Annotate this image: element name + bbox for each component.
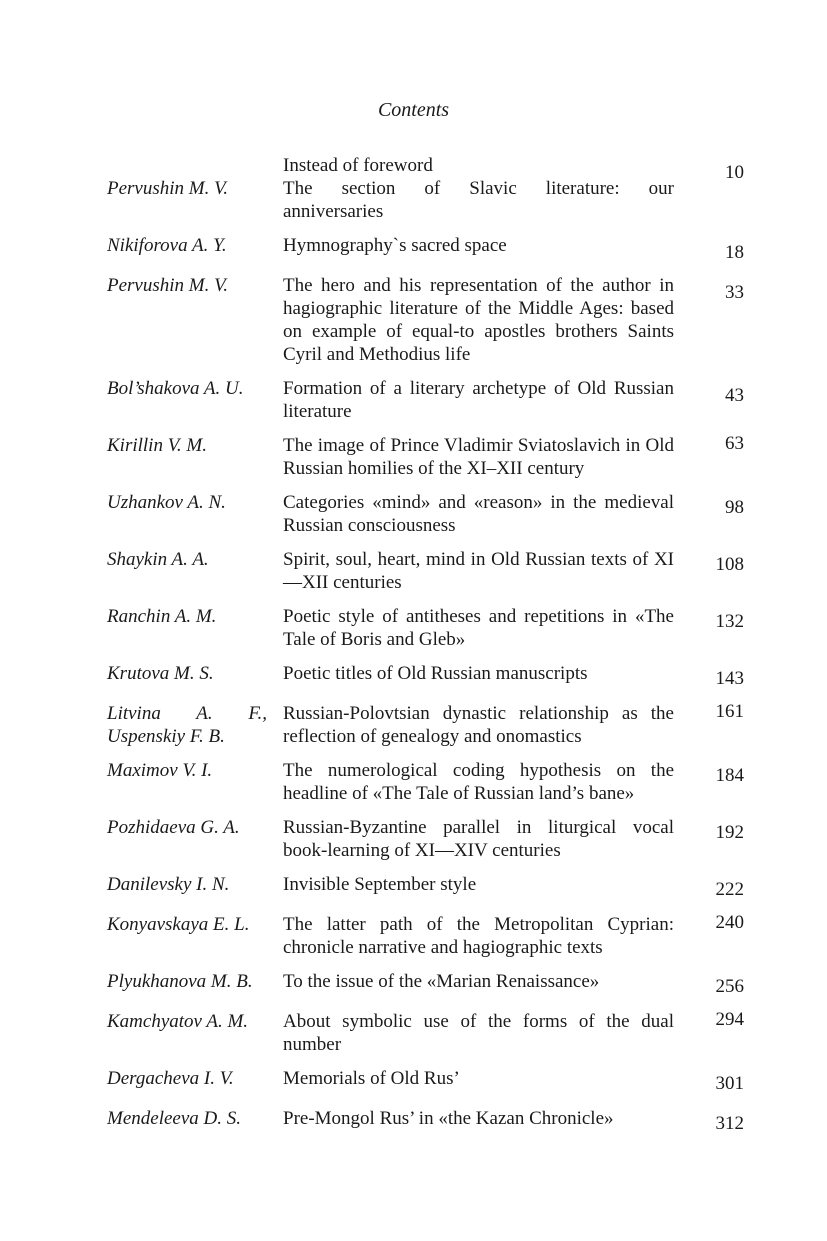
toc-entry xyxy=(107,377,747,423)
toc-title xyxy=(283,154,674,223)
toc-page-number: 301 xyxy=(715,1073,744,1094)
toc-title: Spirit, soul, heart, mind in Old Russian texts of XI—XII centuries xyxy=(283,549,674,593)
toc-author: Dergacheva I. V. xyxy=(107,1068,234,1089)
toc-author-line: Litvina A. F., xyxy=(107,703,267,724)
toc-page-number: 312 xyxy=(715,1113,744,1134)
toc-page-number: 132 xyxy=(715,611,744,632)
toc-author: Pozhidaeva G. A. xyxy=(107,817,240,838)
toc-entry xyxy=(107,662,747,689)
toc-entry xyxy=(107,434,747,480)
toc-page-number: 98 xyxy=(725,497,744,518)
toc-page-number: 240 xyxy=(715,912,744,933)
toc-author: Kirillin V. M. xyxy=(107,435,207,456)
toc-entry xyxy=(107,605,747,651)
toc-entry xyxy=(107,1010,747,1056)
toc-entry xyxy=(107,970,747,997)
toc-entry xyxy=(107,234,747,263)
toc-title-line: Instead of foreword xyxy=(283,155,433,176)
toc-title: The image of Prince Vladimir Sviatoslavich in Old Russian homilies of the XI–XII century xyxy=(283,435,674,479)
toc-title: The hero and his representation of the author in hagiographic literature of the Middle Ages: based on example of equal-to apostles brothers Saints Cyril and Methodius life xyxy=(283,275,674,365)
toc-title: The latter path of the Metropolitan Cyprian: chronicle narrative and hagiographic texts xyxy=(283,914,674,958)
toc-title: To the issue of the «Marian Renaissance» xyxy=(283,971,600,992)
toc-page-number: 18 xyxy=(725,242,744,263)
table-of-contents xyxy=(107,154,747,1147)
toc-author: Bol’shakova A. U. xyxy=(107,378,244,399)
toc-entry xyxy=(107,491,747,537)
toc-entry xyxy=(107,873,747,900)
toc-title: About symbolic use of the forms of the dual number xyxy=(283,1011,674,1055)
toc-page-number: 161 xyxy=(715,701,744,722)
toc-entry xyxy=(107,274,747,366)
toc-author: Maximov V. I. xyxy=(107,760,213,781)
toc-entry xyxy=(107,1067,747,1094)
toc-title: Poetic style of antitheses and repetitions in «The Tale of Boris and Gleb» xyxy=(283,606,674,650)
toc-author: Nikiforova A. Y. xyxy=(107,235,227,256)
toc-entry xyxy=(107,759,747,805)
toc-author: Mendeleeva D. S. xyxy=(107,1108,241,1129)
toc-author: Plyukhanova M. B. xyxy=(107,971,253,992)
toc-title-line: The section of Slavic literature: our xyxy=(283,178,674,199)
toc-page-number: 10 xyxy=(725,162,744,183)
toc-author xyxy=(107,702,267,748)
toc-author: Danilevsky I. N. xyxy=(107,874,230,895)
toc-title: Poetic titles of Old Russian manuscripts xyxy=(283,663,588,684)
toc-page-number: 294 xyxy=(715,1009,744,1030)
toc-author: Pervushin M. V. xyxy=(107,178,229,199)
toc-author: Konyavskaya E. L. xyxy=(107,914,250,935)
toc-page-number: 184 xyxy=(715,765,744,786)
toc-author: Ranchin A. M. xyxy=(107,606,217,627)
toc-title: Memorials of Old Rus’ xyxy=(283,1068,460,1089)
toc-title: Hymnography`s sacred space xyxy=(283,235,507,256)
toc-author: Pervushin M. V. xyxy=(107,275,229,296)
toc-page-number: 143 xyxy=(715,668,744,689)
toc-title: Categories «mind» and «reason» in the medieval Russian consciousness xyxy=(283,492,674,536)
toc-page-number: 43 xyxy=(725,385,744,406)
toc-title: The numerological coding hypothesis on the headline of «The Tale of Russian land’s bane» xyxy=(283,760,674,804)
toc-author: Krutova M. S. xyxy=(107,663,214,684)
toc-author: Uzhankov A. N. xyxy=(107,492,226,513)
toc-title: Russian-Polovtsian dynastic relationship as the reflection of genealogy and onomastics xyxy=(283,703,674,747)
page-title: Contents xyxy=(377,99,450,121)
toc-author: Shaykin A. A. xyxy=(107,549,209,570)
toc-entry xyxy=(107,702,747,748)
toc-page-number: 222 xyxy=(715,879,744,900)
toc-page-number: 256 xyxy=(715,976,744,997)
toc-page-number: 33 xyxy=(725,282,744,303)
toc-page-number: 63 xyxy=(725,433,744,454)
toc-entry xyxy=(107,1107,747,1134)
toc-page-number: 192 xyxy=(715,822,744,843)
toc-title: Formation of a literary archetype of Old Russian literature xyxy=(283,378,674,422)
toc-author: Kamchyatov A. M. xyxy=(107,1011,249,1032)
toc-title: Pre-Mongol Rus’ in «the Kazan Chronicle» xyxy=(283,1108,614,1129)
toc-title: Russian-Byzantine parallel in liturgical vocal book-learning of XI—XIV centuries xyxy=(283,817,674,861)
toc-entry xyxy=(107,913,747,959)
toc-entry xyxy=(107,816,747,862)
toc-page-number: 108 xyxy=(715,554,744,575)
toc-title-line: anniversaries xyxy=(283,201,384,222)
toc-entry-foreword xyxy=(107,154,747,223)
toc-entry xyxy=(107,548,747,594)
toc-title: Invisible September style xyxy=(283,874,477,895)
toc-author-line: Uspenskiy F. B. xyxy=(107,726,225,747)
